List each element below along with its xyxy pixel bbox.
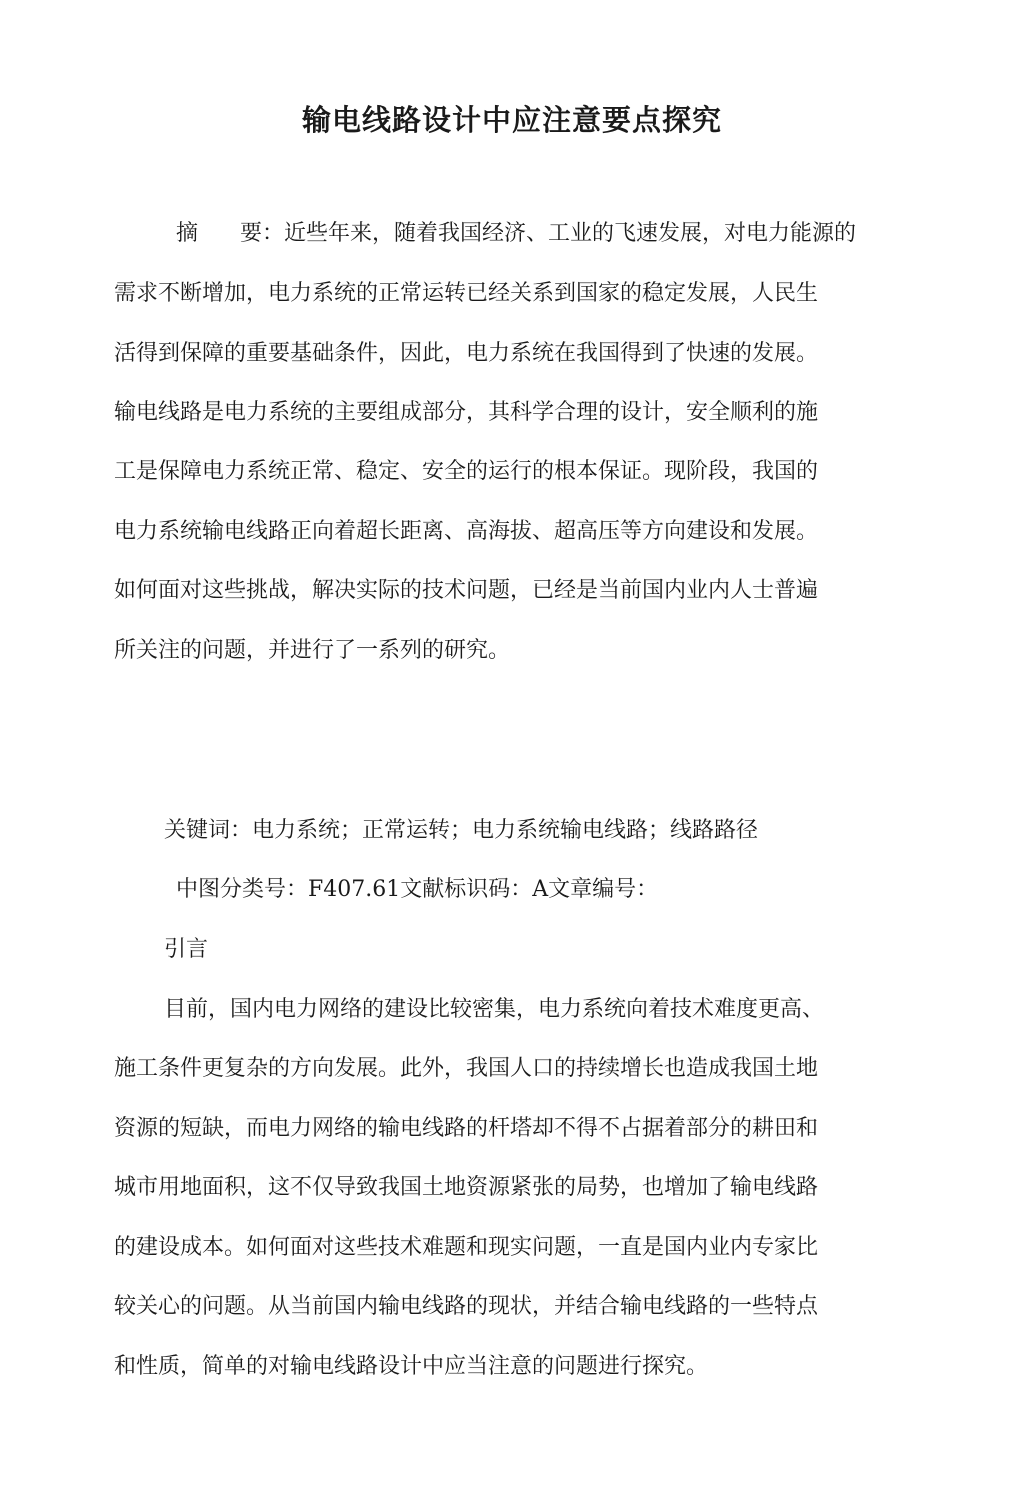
abstract-line: 电力系统输电线路正向着超长距离、高海拔、超高压等方向建设和发展。 <box>114 519 819 544</box>
abstract-line: 所关注的问题，并进行了一系列的研究。 <box>114 638 511 663</box>
intro-line: 和性质，简单的对输电线路设计中应当注意的问题进行探究。 <box>114 1354 709 1379</box>
intro-line: 目前，国内电力网络的建设比较密集，电力系统向着技术难度更高、 <box>164 997 825 1022</box>
intro-heading: 引言 <box>164 937 209 962</box>
abstract-first-line <box>176 219 856 249</box>
intro-line: 较关心的问题。从当前国内输电线路的现状，并结合输电线路的一些特点 <box>114 1294 819 1319</box>
intro-line: 施工条件更复杂的方向发展。此外，我国人口的持续增长也造成我国土地 <box>114 1056 819 1081</box>
abstract-line: 如何面对这些挑战，解决实际的技术问题，已经是当前国内业内人士普遍 <box>114 578 819 603</box>
abstract-line: 需求不断增加，电力系统的正常运转已经关系到国家的稳定发展，人民生 <box>114 281 819 306</box>
abstract-label-a: 摘 <box>176 221 199 246</box>
keywords: 关键词：电力系统；正常运转；电力系统输电线路；线路路径 <box>164 818 759 843</box>
abstract-label-b: 要： <box>240 221 285 246</box>
intro-line: 城市用地面积，这不仅导致我国土地资源紧张的局势，也增加了输电线路 <box>114 1175 819 1200</box>
abstract-line: 输电线路是电力系统的主要组成部分，其科学合理的设计，安全顺利的施 <box>114 400 819 425</box>
abstract-line: 活得到保障的重要基础条件，因此，电力系统在我国得到了快速的发展。 <box>114 341 819 366</box>
abstract-line: 近些年来，随着我国经济、工业的飞速发展，对电力能源的 <box>284 221 857 246</box>
document-title: 输电线路设计中应注意要点探究 <box>301 103 722 137</box>
intro-line: 的建设成本。如何面对这些技术难题和现实问题，一直是国内业内专家比 <box>114 1235 819 1260</box>
abstract-line: 工是保障电力系统正常、稳定、安全的运行的根本保证。现阶段，我国的 <box>114 459 819 484</box>
intro-line: 资源的短缺，而电力网络的输电线路的杆塔却不得不占据着部分的耕田和 <box>114 1116 819 1141</box>
classification: 中图分类号：F407.61文献标识码：A文章编号： <box>176 877 659 902</box>
